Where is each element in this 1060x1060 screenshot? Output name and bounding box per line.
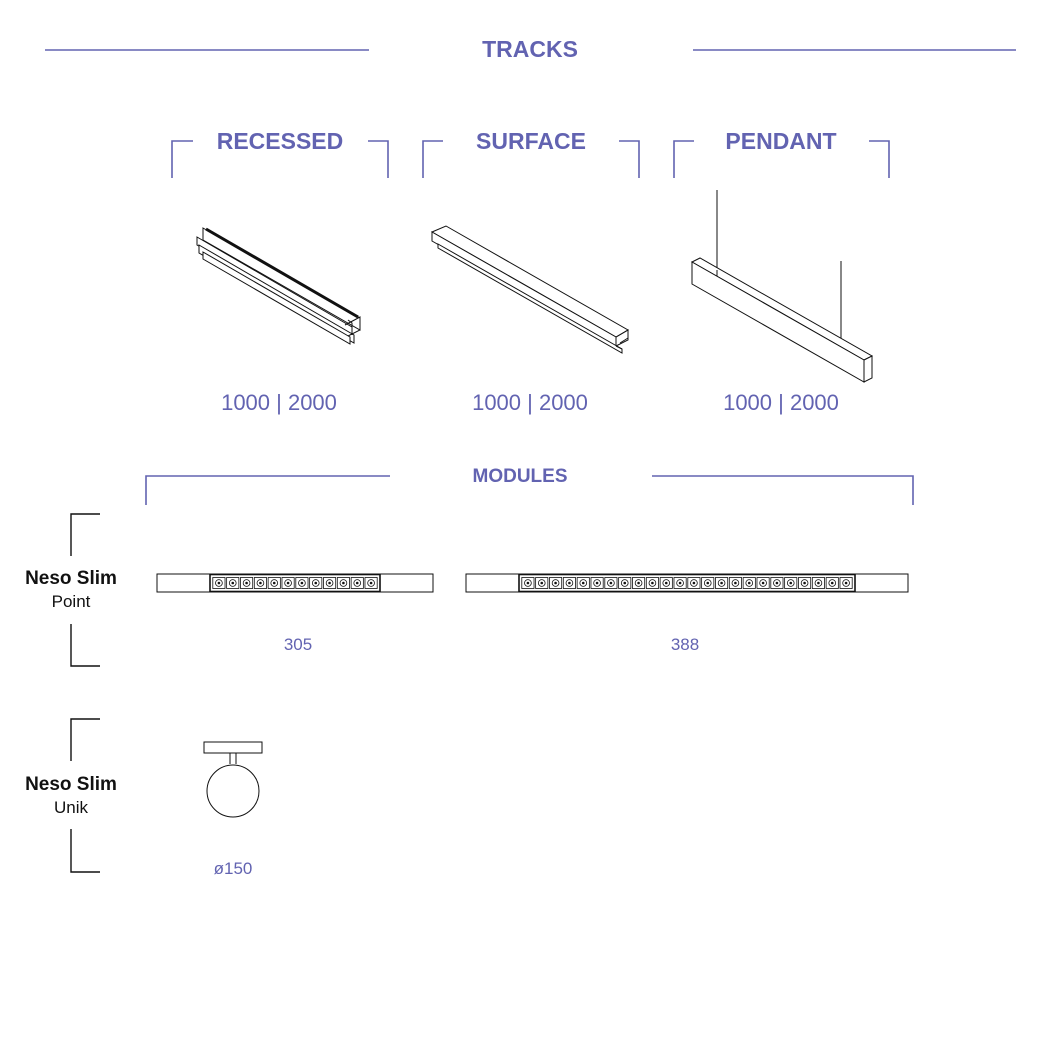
led-cell bbox=[646, 578, 658, 589]
pendant-lengths: 1000 | 2000 bbox=[723, 390, 839, 415]
unik-dimension: ø150 bbox=[213, 859, 253, 878]
led-cell bbox=[743, 578, 755, 589]
point-product-name: Neso Slim bbox=[25, 568, 117, 589]
led-cell bbox=[729, 578, 741, 589]
led-cell bbox=[213, 578, 225, 589]
led-cell bbox=[660, 578, 672, 589]
led-cell bbox=[812, 578, 824, 589]
modules-title: MODULES bbox=[472, 466, 568, 487]
surface-lengths: 1000 | 2000 bbox=[472, 390, 588, 415]
tracks-title: TRACKS bbox=[482, 36, 578, 62]
led-cell bbox=[591, 578, 603, 589]
led-cell bbox=[337, 578, 349, 589]
led-cell bbox=[536, 578, 548, 589]
led-cell bbox=[605, 578, 617, 589]
recessed-label: RECESSED bbox=[216, 128, 344, 154]
led-cell bbox=[296, 578, 308, 589]
surface-track-drawing bbox=[432, 226, 628, 353]
led-cell bbox=[702, 578, 714, 589]
module-305-drawing bbox=[157, 574, 433, 592]
led-cell bbox=[632, 578, 644, 589]
pendant-track-drawing bbox=[692, 190, 872, 382]
led-cell bbox=[798, 578, 810, 589]
led-cell bbox=[365, 578, 377, 589]
module-388-dimension: 388 bbox=[670, 635, 700, 654]
led-cell bbox=[310, 578, 322, 589]
led-cell bbox=[549, 578, 561, 589]
led-cell bbox=[522, 578, 534, 589]
point-product-variant: Point bbox=[51, 592, 91, 611]
led-cell bbox=[577, 578, 589, 589]
led-cell bbox=[674, 578, 686, 589]
recessed-lengths: 1000 | 2000 bbox=[221, 390, 337, 415]
led-cell bbox=[688, 578, 700, 589]
led-cell bbox=[715, 578, 727, 589]
led-cell bbox=[785, 578, 797, 589]
pendant-label: PENDANT bbox=[725, 128, 837, 154]
led-cell bbox=[563, 578, 575, 589]
led-cell bbox=[282, 578, 294, 589]
module-388-drawing bbox=[466, 574, 908, 592]
unik-spot-drawing bbox=[204, 742, 262, 817]
recessed-track-drawing bbox=[197, 228, 360, 344]
point-row-bracket bbox=[71, 514, 100, 666]
unik-product-variant: Unik bbox=[53, 798, 88, 817]
led-cell bbox=[227, 578, 239, 589]
led-cell bbox=[323, 578, 335, 589]
led-cell bbox=[268, 578, 280, 589]
led-cell bbox=[771, 578, 783, 589]
unik-product-name: Neso Slim bbox=[25, 774, 117, 795]
led-cell bbox=[254, 578, 266, 589]
led-cell bbox=[757, 578, 769, 589]
surface-label: SURFACE bbox=[476, 128, 586, 154]
led-cell bbox=[840, 578, 852, 589]
led-cell bbox=[619, 578, 631, 589]
led-cell bbox=[826, 578, 838, 589]
led-cell bbox=[240, 578, 252, 589]
led-cell bbox=[351, 578, 363, 589]
module-305-dimension: 305 bbox=[283, 635, 313, 654]
